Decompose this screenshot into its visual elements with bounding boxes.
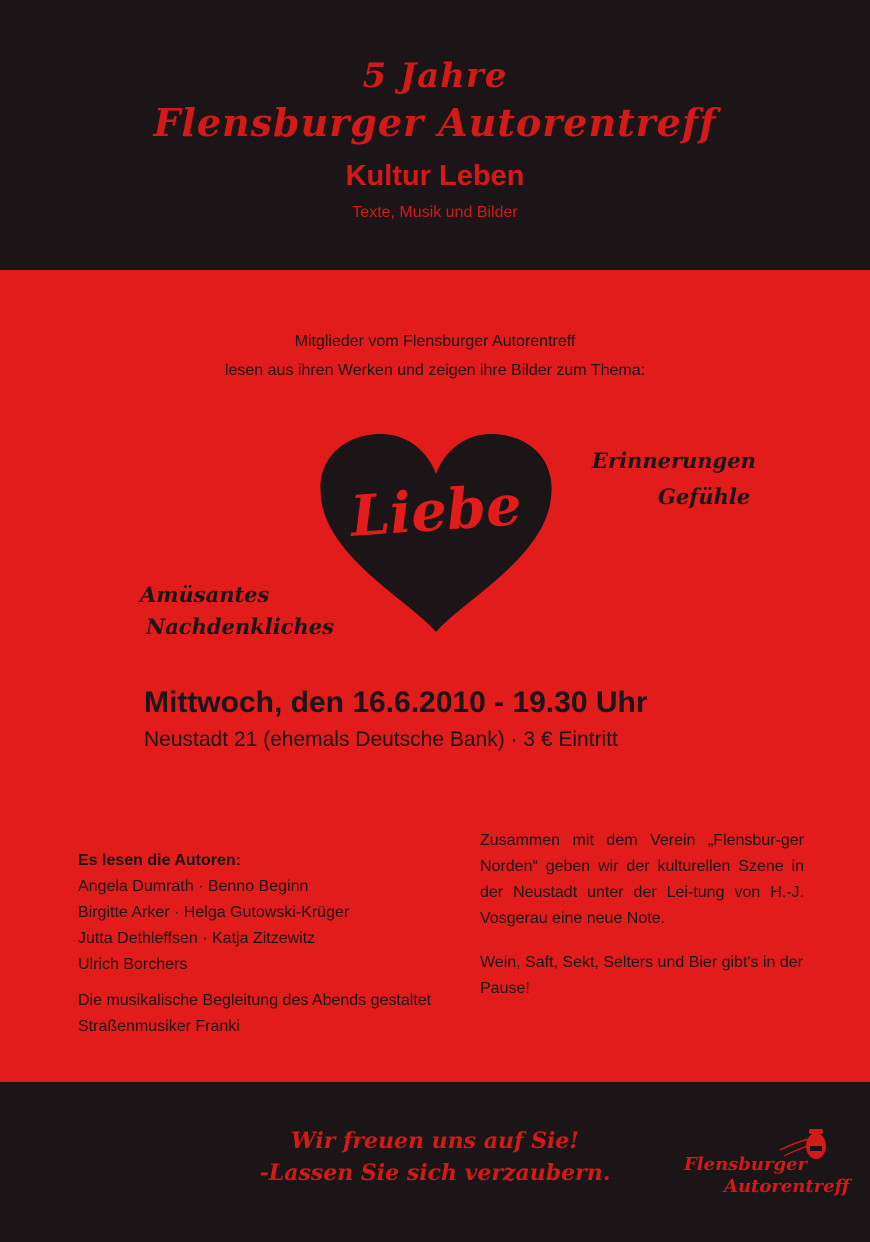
- author-line: Birgitte Arker · Helga Gutowski-Krüger: [78, 904, 350, 921]
- event-location-price: Neustadt 21 (ehemals Deutsche Bank) · 3 € Eintritt: [144, 728, 618, 751]
- footer-tagline: -Lassen Sie sich verzaubern.: [259, 1160, 611, 1186]
- logo-text-2: Autorentreff: [724, 1176, 850, 1197]
- intro-line-1: Mitglieder vom Flensburger Autorentreff: [294, 333, 576, 350]
- logo-text-1: Flensburger: [684, 1154, 807, 1175]
- event-subtitle: Texte, Musik und Bilder: [352, 204, 518, 221]
- organization-name: Flensburger Autorentreff: [153, 100, 717, 145]
- tag-amusing: Amüsantes: [140, 582, 270, 607]
- intro-line-2: lesen aus ihren Werken und zeigen ihre Bilder zum Thema:: [224, 362, 646, 379]
- tag-feelings: Gefühle: [658, 484, 751, 509]
- event-date-time: Mittwoch, den 16.6.2010 - 19.30 Uhr: [144, 686, 648, 719]
- info-block: [480, 828, 804, 1002]
- author-line: Angela Dumrath · Benno Beginn: [78, 878, 309, 895]
- music-note: Die musikalische Begleitung des Abends gestaltet Straßenmusiker Franki: [78, 992, 432, 1035]
- author-line: Ulrich Borchers: [78, 956, 188, 973]
- authors-block: [78, 848, 448, 1040]
- theme-word: Liebe: [348, 472, 524, 550]
- logo: [680, 1116, 850, 1206]
- partnership-text: Zusammen mit dem Verein „Flensbur-ger Norden“ geben wir der kulturellen Szene in der Neustadt unter der Lei-tung von H.-J. Vosgerau eine neue Note.: [480, 832, 804, 927]
- tag-thoughtful: Nachdenkliches: [146, 614, 334, 639]
- event-title: Kultur Leben: [345, 160, 525, 192]
- refreshments-text: Wein, Saft, Sekt, Selters und Bier gibt's in der Pause!: [480, 954, 803, 997]
- authors-heading: Es lesen die Autoren:: [78, 852, 241, 869]
- author-line: Jutta Dethleffsen · Katja Zitzewitz: [78, 930, 316, 947]
- anniversary-line: 5 Jahre: [362, 56, 508, 96]
- footer-welcome: Wir freuen uns auf Sie!: [291, 1128, 579, 1154]
- tag-memories: Erinnerungen: [592, 448, 756, 473]
